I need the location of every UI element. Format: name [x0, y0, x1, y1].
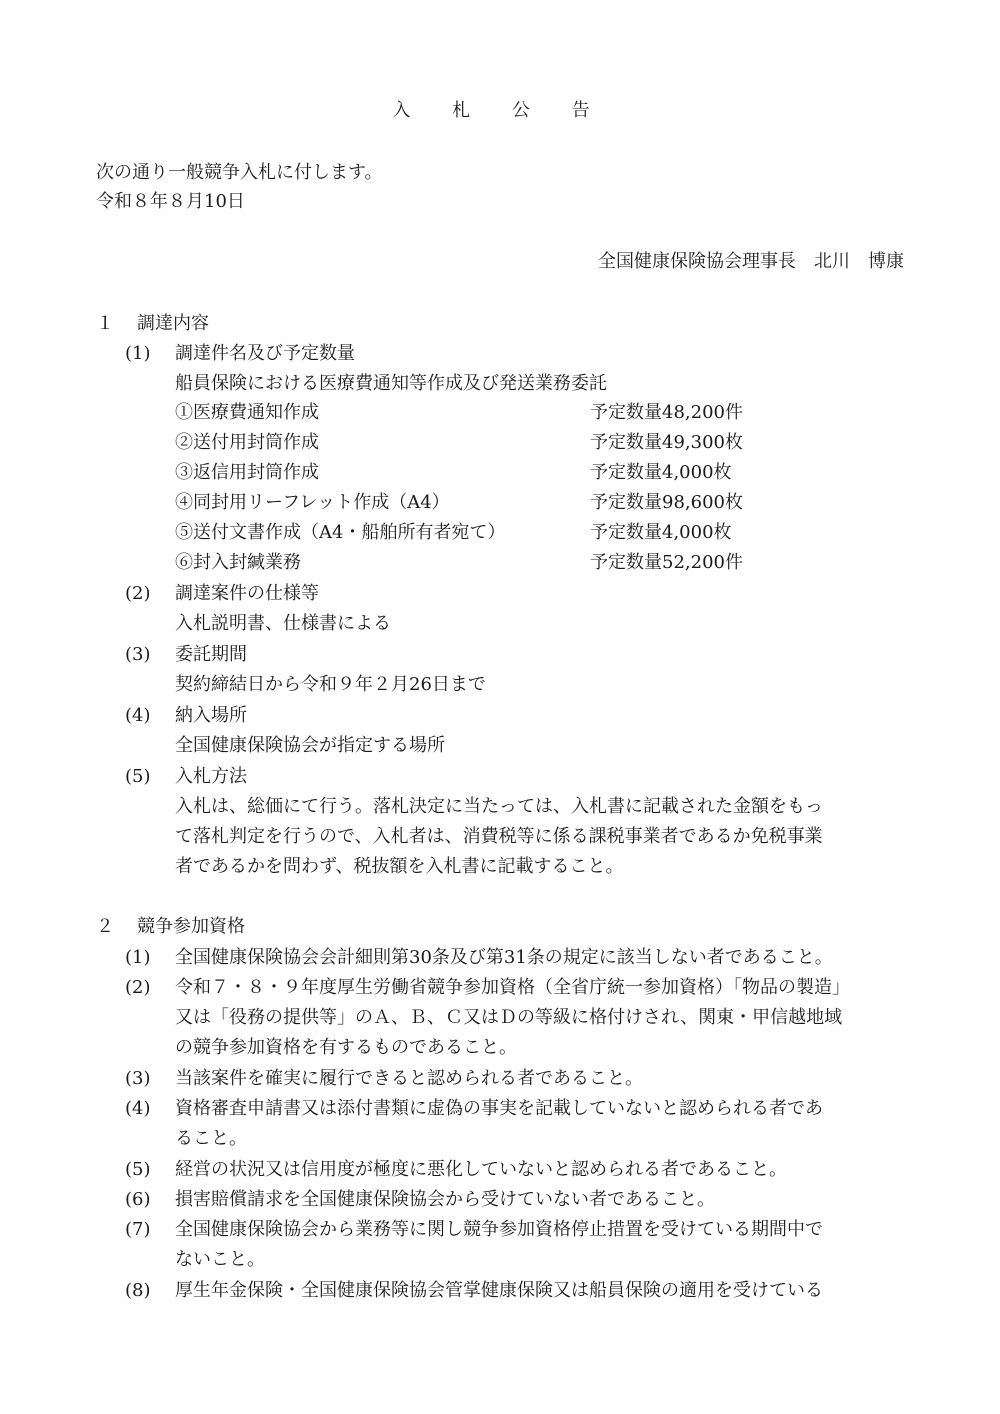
qual-6-text: 損害賠償請求を全国健康保険協会から受けていない者であること。: [175, 1189, 715, 1210]
sub-4-text: 全国健康保険協会が指定する場所: [175, 735, 445, 756]
qual-7-number: (7): [125, 1219, 151, 1240]
qual-4-number: (4): [125, 1098, 151, 1119]
item-quantity: 予定数量52,200件: [590, 552, 743, 573]
qual-8-text: 厚生年金保険・全国健康保険協会管掌健康保険又は船員保険の適用を受けている: [175, 1280, 823, 1301]
sub-5-heading: 入札方法: [175, 766, 247, 787]
item-quantity: 予定数量4,000枚: [590, 462, 732, 483]
sub-3-number: (3): [125, 644, 151, 665]
notice-date: 令和８年８月10日: [96, 191, 245, 212]
qual-2-text: 又は「役務の提供等」のＡ、Ｂ、Ｃ又はＤの等級に格付けされ、関東・甲信越地域: [175, 1007, 843, 1028]
item-label: ③返信用封筒作成: [175, 462, 319, 483]
issuer-signature: 全国健康保険協会理事長 北川 博康: [598, 251, 904, 272]
qual-7-text: 全国健康保険協会から業務等に関し競争参加資格停止措置を受けている期間中で: [175, 1219, 823, 1240]
qual-2-number: (2): [125, 977, 151, 998]
section-1-number: １: [96, 313, 114, 334]
qual-1-text: 全国健康保険協会会計細則第30条及び第31条の規定に該当しない者であること。: [175, 947, 833, 968]
sub-3-text: 契約締結日から令和９年２月26日まで: [175, 674, 486, 695]
sub-5-text-line: 者であるかを問わず、税抜額を入札書に記載すること。: [175, 856, 624, 877]
qual-2-text: 令和７・８・９年度厚生労働省競争参加資格（全省庁統一参加資格）「物品の製造」: [175, 977, 850, 998]
item-quantity: 予定数量4,000枚: [590, 522, 732, 543]
item-label: ⑥封入封緘業務: [175, 552, 301, 573]
qual-8-number: (8): [125, 1280, 151, 1301]
qual-4-text: ること。: [175, 1128, 247, 1149]
qual-6-number: (6): [125, 1189, 151, 1210]
qual-2-text: の競争参加資格を有するものであること。: [175, 1037, 517, 1058]
qual-7-text: ないこと。: [175, 1249, 265, 1270]
item-quantity: 予定数量98,600枚: [590, 492, 743, 513]
sub-1-heading: 調達件名及び予定数量: [175, 343, 355, 364]
sub-2-heading: 調達案件の仕様等: [175, 583, 319, 604]
item-label: ①医療費通知作成: [175, 402, 319, 423]
sub-4-number: (4): [125, 705, 151, 726]
section-1-heading: 調達内容: [137, 313, 209, 334]
qual-5-text: 経営の状況又は信用度が極度に悪化していないと認められる者であること。: [175, 1159, 787, 1180]
item-label: ④同封用リーフレット作成（A4）: [175, 492, 450, 513]
qual-5-number: (5): [125, 1159, 151, 1180]
sub-5-text-line: て落札判定を行うので、入札者は、消費税等に係る課税事業者であるか免税事業: [175, 826, 823, 847]
qual-4-text: 資格審査申請書又は添付書類に虚偽の事実を記載していないと認められる者であ: [175, 1098, 823, 1119]
page-title: 入 札 公 告: [392, 100, 608, 121]
qual-1-number: (1): [125, 947, 151, 968]
procurement-name: 船員保険における医療費通知等作成及び発送業務委託: [175, 373, 607, 394]
item-quantity: 予定数量49,300枚: [590, 432, 743, 453]
intro-text: 次の通り一般競争入札に付します。: [96, 162, 383, 183]
item-quantity: 予定数量48,200件: [590, 402, 743, 423]
item-label: ②送付用封筒作成: [175, 432, 319, 453]
qual-3-text: 当該案件を確実に履行できると認められる者であること。: [175, 1068, 643, 1089]
sub-2-text: 入札説明書、仕様書による: [175, 613, 391, 634]
section-2-heading: 競争参加資格: [137, 916, 245, 937]
sub-2-number: (2): [125, 583, 151, 604]
sub-5-text-line: 入札は、総価にて行う。落札決定に当たっては、入札書に記載された金額をもっ: [175, 796, 823, 817]
section-2-number: ２: [96, 916, 114, 937]
item-label: ⑤送付文書作成（A4・船舶所有者宛て）: [175, 522, 506, 543]
qual-3-number: (3): [125, 1068, 151, 1089]
sub-3-heading: 委託期間: [175, 644, 247, 665]
sub-4-heading: 納入場所: [175, 705, 247, 726]
sub-5-number: (5): [125, 766, 151, 787]
sub-1-number: (1): [125, 343, 151, 364]
